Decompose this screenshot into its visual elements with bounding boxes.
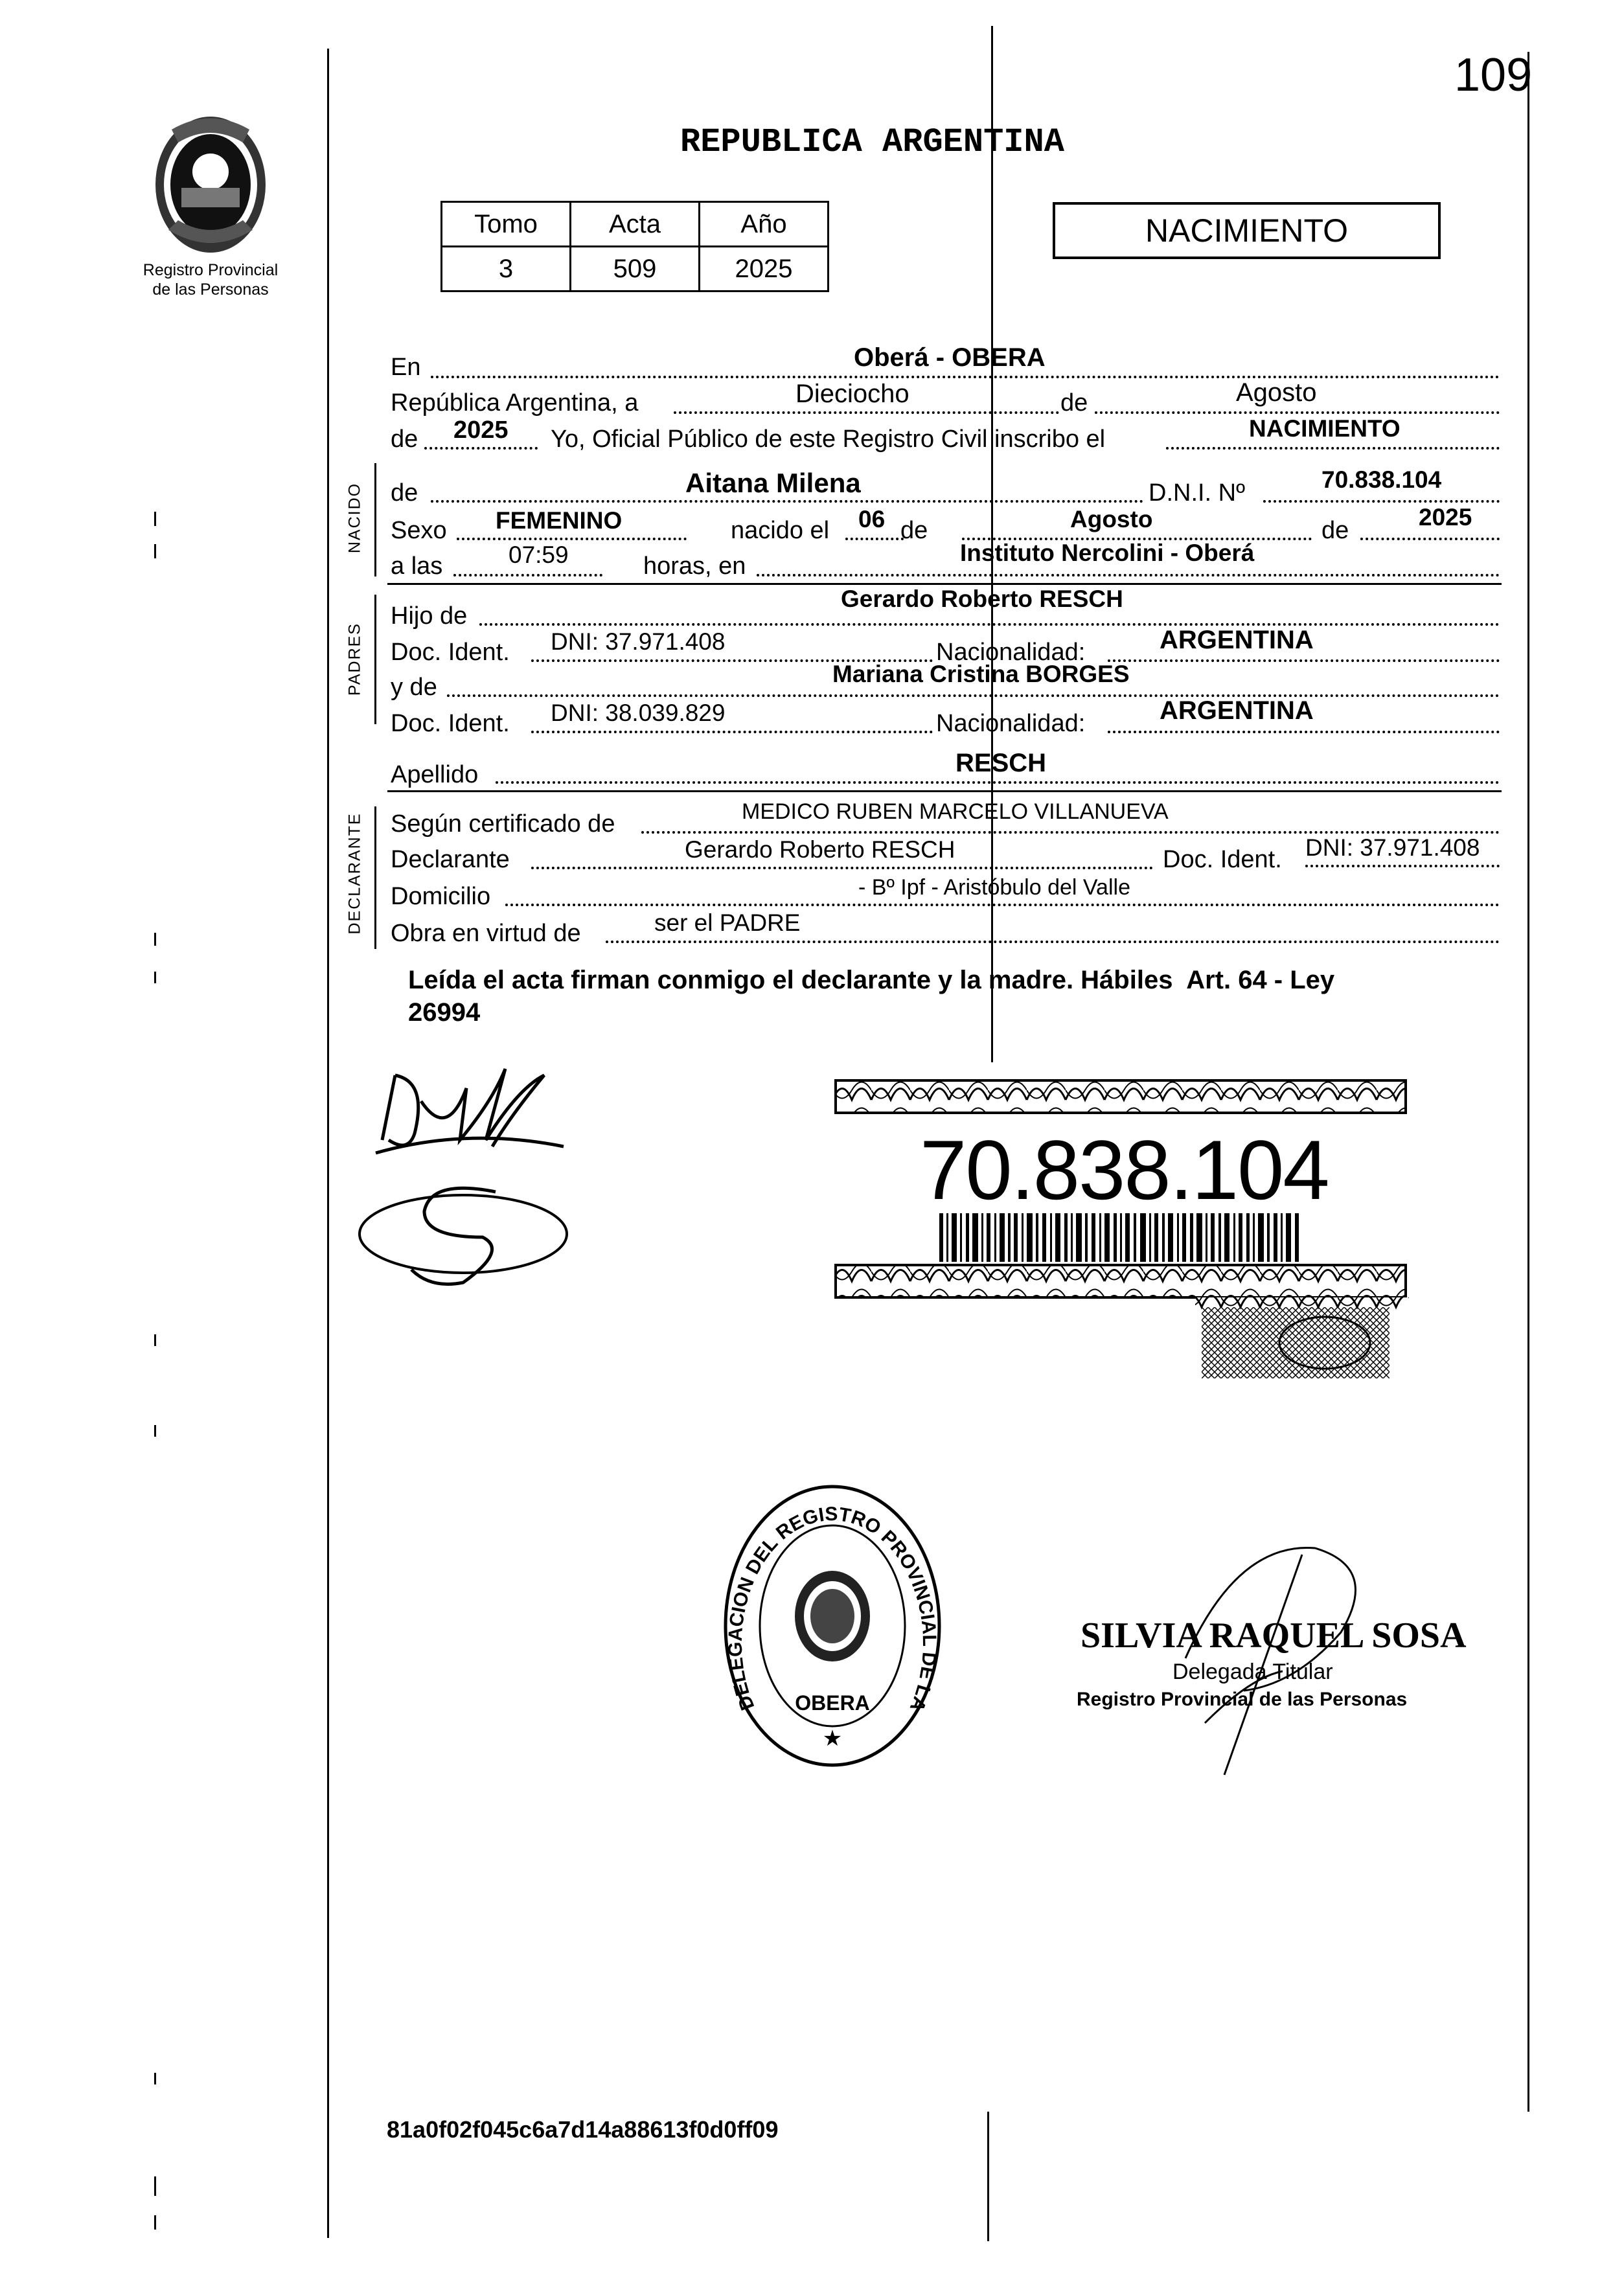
dotted-line: [453, 574, 602, 576]
dotted-line: [505, 904, 1500, 906]
scan-mark: [154, 1425, 156, 1437]
dotted-line: [845, 538, 904, 540]
act-day: Dieciocho: [795, 380, 909, 408]
security-pattern: [1202, 1307, 1390, 1378]
official-name: SILVIA RAQUEL SOSA: [1081, 1615, 1467, 1656]
de2-label: de: [391, 426, 418, 453]
scan-mark: [154, 1334, 156, 1346]
section-divider: [387, 583, 1502, 585]
a-las-label: a las: [391, 553, 443, 580]
table-value-ano: 2025: [700, 247, 829, 291]
nacido-bracket: [374, 463, 376, 576]
table-value-acta: 509: [571, 247, 700, 291]
certificado-value: MEDICO RUBEN MARCELO VILLANUEVA: [742, 799, 1169, 824]
registry-table: [440, 201, 829, 292]
horas-label: horas, en: [643, 553, 746, 580]
nacido-section-label: NACIDO: [345, 482, 364, 554]
barcode-label: [832, 1077, 1409, 1310]
father-nationality-label: Nacionalidad:: [936, 639, 1086, 666]
hijo-de-label: Hijo de: [391, 602, 468, 630]
father-doc-label: Doc. Ident.: [391, 639, 510, 666]
logo-caption-line1: Registro Provincial: [143, 261, 279, 279]
dotted-line: [1108, 731, 1500, 733]
document-hash: 81a0f02f045c6a7d14a88613f0d0ff09: [387, 2116, 779, 2143]
declarante-doc: DNI: 37.971.408: [1305, 834, 1480, 861]
y-de-label: y de: [391, 674, 437, 701]
scan-mark: [154, 544, 156, 558]
scan-mark: [154, 2073, 156, 2084]
table-header-tomo: Tomo: [442, 202, 571, 247]
fold-line-lower: [987, 2112, 989, 2241]
dotted-line: [479, 623, 1500, 626]
dotted-line: [1263, 500, 1500, 503]
barcode-number: 70.838.104: [920, 1123, 1329, 1217]
page-title: REPUBLICA ARGENTINA: [680, 123, 1064, 161]
mother-name: Mariana Cristina BORGES: [832, 661, 1130, 687]
mother-doc-label: Doc. Ident.: [391, 710, 510, 737]
scan-mark: [154, 933, 156, 946]
mother-nationality-label: Nacionalidad:: [936, 710, 1086, 737]
declarante-doc-label: Doc. Ident.: [1163, 846, 1282, 873]
declarante-name: Gerardo Roberto RESCH: [685, 836, 955, 863]
declarante-section-label: DECLARANTE: [345, 812, 364, 935]
closing-line1: Leída el acta firman conmigo el declarante y la madre. Hábiles Art. 64 - Ley: [408, 966, 1335, 994]
dotted-line: [531, 731, 933, 733]
dotted-line: [457, 538, 687, 540]
dni-label: D.N.I. Nº: [1149, 479, 1245, 507]
domicilio-value: - Bº Ipf - Aristóbulo del Valle: [858, 875, 1130, 900]
de-label: de: [1060, 389, 1088, 417]
declarant-signature: [369, 1062, 577, 1159]
right-margin-line: [1527, 52, 1529, 2112]
official-title: Delegada Titular: [1172, 1660, 1333, 1684]
dotted-line: [1305, 865, 1500, 867]
table-header-ano: Año: [700, 202, 829, 247]
dotted-line: [431, 500, 1143, 503]
birth-time: 07:59: [509, 542, 569, 568]
child-sex: FEMENINO: [496, 507, 623, 534]
declarante-bracket: [374, 806, 376, 949]
en-label: En: [391, 354, 421, 381]
logo-caption: [117, 260, 304, 299]
table-header-acta: Acta: [571, 202, 700, 247]
logo-caption-line2: de las Personas: [152, 280, 269, 299]
father-name: Gerardo Roberto RESCH: [841, 586, 1123, 612]
delegation-stamp: [716, 1480, 949, 1778]
birth-day: 06: [858, 506, 886, 532]
child-name: Aitana Milena: [685, 468, 861, 498]
dotted-line: [606, 941, 1500, 943]
dotted-line: [674, 411, 1059, 414]
declarante-label: Declarante: [391, 846, 510, 873]
mother-doc: DNI: 38.039.829: [551, 700, 726, 726]
record-type-box: [1053, 202, 1441, 259]
mother-nationality: ARGENTINA: [1160, 696, 1314, 725]
dotted-line: [1360, 538, 1500, 540]
apellido-value: RESCH: [955, 749, 1047, 777]
stamp-star-icon: ★: [822, 1726, 843, 1751]
left-margin-line: [327, 49, 329, 2238]
nacido-de-label3: de: [1321, 517, 1349, 544]
province-seal-logo: [146, 110, 275, 259]
act-event: NACIMIENTO: [1249, 415, 1401, 442]
padres-section-label: PADRES: [345, 622, 364, 696]
birth-month: Agosto: [1070, 506, 1153, 532]
obra-value: ser el PADRE: [654, 909, 801, 936]
closing-line2: 26994: [408, 998, 481, 1027]
stamp-city: OBERA: [795, 1691, 870, 1715]
dotted-line: [1095, 411, 1500, 414]
yo-text: Yo, Oficial Público de este Registro Civil inscribo el: [551, 426, 1106, 453]
child-dni: 70.838.104: [1321, 466, 1442, 493]
scan-mark: [154, 972, 156, 983]
father-nationality: ARGENTINA: [1160, 626, 1314, 654]
dotted-line: [447, 694, 1500, 697]
dotted-line: [641, 831, 1500, 834]
apellido-label: Apellido: [391, 761, 479, 788]
dotted-line: [757, 574, 1500, 576]
scan-mark: [154, 2176, 156, 2196]
stamp-ring-text: DELEGACION DEL REGISTRO PROVINCIAL DE LA: [724, 1503, 941, 1715]
sexo-label: Sexo: [391, 517, 447, 544]
dotted-line: [1108, 659, 1500, 662]
republica-label: República Argentina, a: [391, 389, 639, 417]
dotted-line: [496, 781, 1500, 784]
mother-signature: [353, 1172, 573, 1289]
nacido-de-label2: de: [900, 517, 928, 544]
table-value-tomo: 3: [442, 247, 571, 291]
page-number: 109: [1454, 49, 1533, 101]
father-doc: DNI: 37.971.408: [551, 628, 726, 655]
dotted-line: [424, 447, 538, 450]
dotted-line: [1166, 447, 1500, 450]
scan-mark: [154, 2215, 156, 2230]
record-type: NACIMIENTO: [1145, 212, 1348, 249]
section-divider: [387, 790, 1502, 792]
act-year: 2025: [453, 417, 509, 444]
nacido-el-label: nacido el: [731, 517, 830, 544]
padres-bracket: [374, 595, 376, 724]
birth-year: 2025: [1419, 504, 1472, 531]
domicilio-label: Domicilio: [391, 883, 491, 910]
birth-place: Instituto Nercolini - Oberá: [960, 540, 1255, 566]
obra-label: Obra en virtud de: [391, 920, 581, 947]
act-month: Agosto: [1236, 378, 1317, 407]
scan-mark: [154, 512, 156, 526]
nacido-de-label: de: [391, 479, 418, 507]
dotted-line: [431, 376, 1500, 378]
dotted-line: [531, 867, 1153, 869]
act-place: Oberá - OBERA: [854, 343, 1046, 372]
certificado-label: Según certificado de: [391, 810, 615, 838]
official-office: Registro Provincial de las Personas: [1077, 1689, 1408, 1710]
closing-statement: [408, 964, 1509, 1029]
